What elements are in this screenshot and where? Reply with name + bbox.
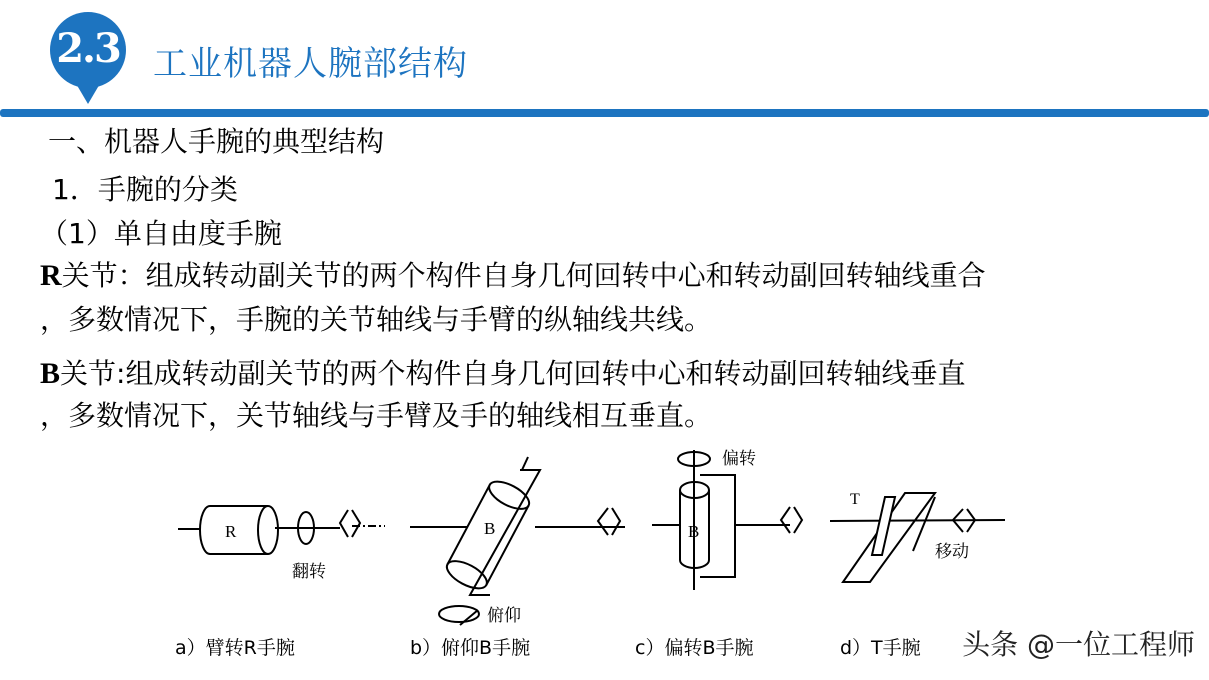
r-joint-line2: ，多数情况下，手腕的关节轴线与手臂的纵轴线共线。 <box>40 303 713 336</box>
c-motion-label: 偏转 <box>722 449 756 469</box>
diagram-b-pitch-wrist <box>410 457 625 626</box>
b-prefix: B <box>40 357 61 390</box>
r-prefix: R <box>40 259 62 292</box>
heading-3: （1）单自由度手腕 <box>40 217 282 250</box>
b-body-label: B <box>484 519 496 538</box>
diagram-a-roll-wrist <box>178 506 385 582</box>
d-body-label: T <box>850 491 860 508</box>
b-motion-label: 俯仰 <box>487 606 521 626</box>
caption-a: a）臂转R手腕 <box>175 637 295 659</box>
r-joint-text: 关节：组成转动副关节的两个构件自身几何回转中心和转动副回转轴线重合 <box>61 259 986 292</box>
caption-b: b）俯仰B手腕 <box>410 637 531 659</box>
caption-d: d）T手腕 <box>840 637 921 659</box>
caption-c: c）偏转B手腕 <box>635 637 754 659</box>
watermark: 头条 @一位工程师 <box>962 628 1195 661</box>
heading-1: 一、机器人手腕的典型结构 <box>48 125 385 158</box>
d-motion-label: 移动 <box>935 542 969 562</box>
section-number: 2.3 <box>56 25 120 72</box>
a-body-label: R <box>225 522 237 541</box>
a-motion-label: 翻转 <box>292 562 326 582</box>
diagram-d-translation-wrist <box>830 491 1005 582</box>
b-joint-text: 关节:组成转动副关节的两个构件自身几何回转中心和转动副回转轴线垂直 <box>60 357 966 390</box>
slide-title: 工业机器人腕部结构 <box>153 44 468 84</box>
diagram-c-yaw-wrist <box>652 449 802 590</box>
c-body-label: B <box>688 522 700 541</box>
heading-2: 1．手腕的分类 <box>52 173 238 206</box>
b-joint-line2: ，多数情况下，关节轴线与手臂及手的轴线相互垂直。 <box>40 399 713 432</box>
